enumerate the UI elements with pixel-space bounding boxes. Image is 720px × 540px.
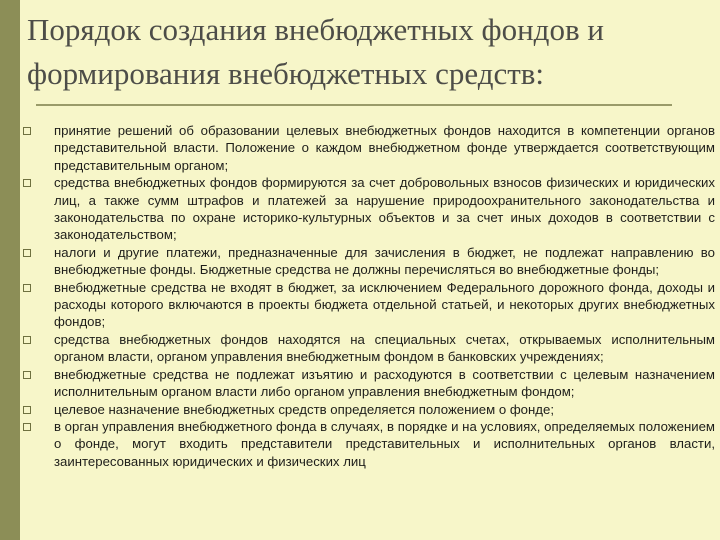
- bullet-text: средства внебюджетных фондов находятся на специальных счетах, открываемых исполнительным органом власти, органом управления внебюджетным фондом в банковских учреждениях;: [54, 331, 715, 365]
- square-bullet-icon: [23, 371, 31, 379]
- bullet-item: [23, 418, 715, 470]
- square-bullet-icon: [23, 179, 31, 187]
- bullet-item: [23, 366, 715, 401]
- bullet-text: целевое назначение внебюджетных средств определяется положением о фонде;: [54, 401, 554, 417]
- slide-title-line-2: формирования внебюджетных средств:: [27, 56, 545, 91]
- bullet-text: внебюджетные средства не входят в бюджет, за исключением Федерального дорожного фонда, доходы и расходы которого включаются в проекты бюджета отдельной статьей, и некоторых других внебюджетных фондов;: [54, 279, 715, 330]
- bullet-text: внебюджетные средства не подлежат изъятию и расходуются в соответствии с целевым назначением исполнительным органом власти либо органом управления внебюджетным фондом;: [54, 366, 715, 400]
- bullet-item: [23, 331, 715, 366]
- bullet-text: налоги и другие платежи, предназначенные для зачисления в бюджет, не подлежат направлению во внебюджетные фонды. Бюджетные средства не должны перечисляться во внебюджетные фонды;: [54, 244, 715, 278]
- square-bullet-icon: [23, 127, 31, 135]
- bullet-item: [23, 122, 715, 174]
- bullet-text: принятие решений об образовании целевых внебюджетных фондов находится в компетенции органов представительной власти. Положение о каждом внебюджетном фонде утверждается соответствующим представительным органом;: [54, 123, 715, 173]
- slide-title: [27, 8, 707, 96]
- bullet-text: в орган управления внебюджетного фонда в случаях, в порядке и на условиях, определяемых положением о фонде, могут входить представители представительных и исполнительных органов власти, заинтересованных юридических и физических лиц: [54, 418, 715, 469]
- bullet-item: [23, 401, 715, 418]
- bullet-list: [23, 122, 715, 470]
- square-bullet-icon: [23, 249, 31, 257]
- square-bullet-icon: [23, 336, 31, 344]
- bullet-item: [23, 279, 715, 331]
- bullet-item: [23, 174, 715, 244]
- square-bullet-icon: [23, 284, 31, 292]
- bullet-text: средства внебюджетных фондов формируются за счет добровольных взносов физических и юридических лиц, а также сумм штрафов и платежей за нарушение природоохранительного законодательства и законодательства по охране историко-культурных объектов и за счет иных доходов в соответствии с законодательством;: [54, 175, 715, 243]
- square-bullet-icon: [23, 406, 31, 414]
- bullet-item: [23, 244, 715, 279]
- title-underline-rule: [36, 104, 672, 106]
- slide-title-line-1: Порядок создания внебюджетных фондов и: [27, 12, 604, 47]
- left-accent-band: [0, 0, 20, 540]
- square-bullet-icon: [23, 423, 31, 431]
